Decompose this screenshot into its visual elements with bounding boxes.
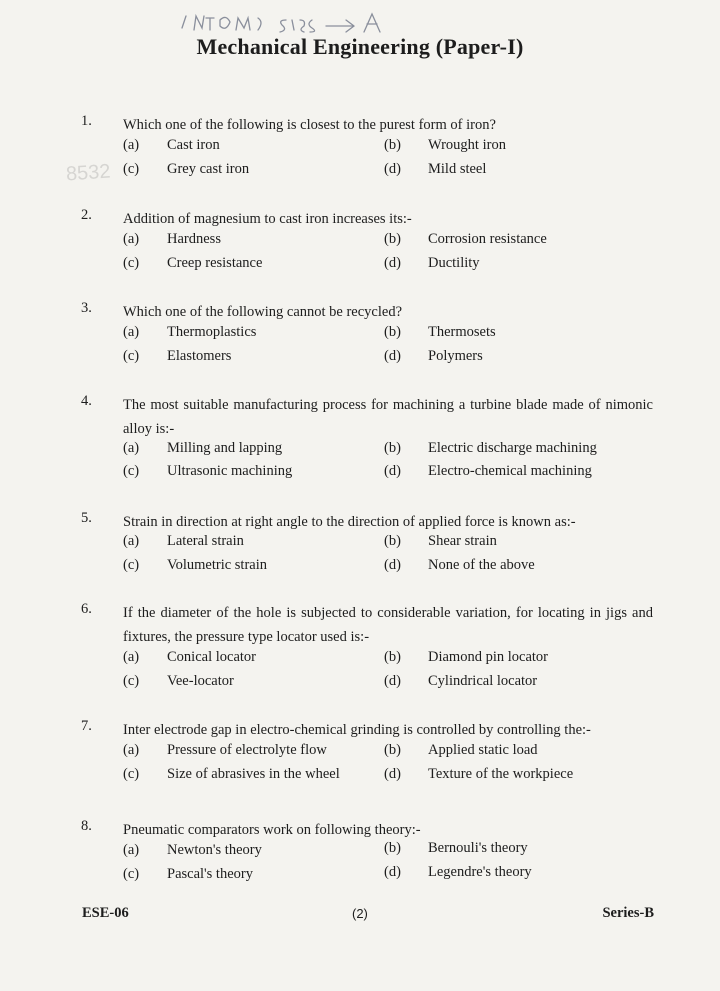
option-letter: (b) — [384, 649, 401, 665]
option-text: Elastomers — [167, 348, 232, 364]
option-text: Texture of the workpiece — [428, 766, 574, 782]
option-text: Ductility — [428, 255, 480, 271]
option-text: Legendre's theory — [428, 864, 532, 880]
option-letter: (a) — [123, 137, 140, 153]
option-letter: (c) — [123, 348, 140, 364]
option-letter: (b) — [384, 324, 401, 340]
option-text: Electro-chemical machining — [428, 463, 592, 479]
option-letter: (c) — [123, 766, 140, 782]
option-letter: (a) — [123, 649, 140, 665]
question-number: 2. — [81, 207, 92, 223]
option-letter: (a) — [123, 742, 140, 758]
option-text: Volumetric strain — [167, 557, 268, 573]
option-text: Diamond pin locator — [428, 649, 549, 665]
option-text: Hardness — [167, 231, 221, 247]
option-letter: (d) — [384, 766, 401, 782]
page-title: Mechanical Engineering (Paper-I) — [196, 34, 524, 59]
page-number: (2) — [352, 906, 368, 921]
option-letter: (b) — [384, 137, 401, 153]
question-text: The most suitable manufacturing process for machining a turbine blade made of nimonic alloy is:- — [123, 397, 653, 437]
option-text: Cylindrical locator — [428, 673, 538, 689]
option-text: Size of abrasives in the wheel — [167, 766, 340, 782]
question-number: 4. — [81, 393, 92, 409]
question-number: 8. — [81, 818, 92, 834]
question-text: Which one of the following is closest to the purest form of iron? — [123, 117, 496, 133]
option-letter: (d) — [384, 864, 401, 880]
option-letter: (b) — [384, 533, 401, 549]
option-text: Conical locator — [167, 649, 256, 665]
option-text: Shear strain — [428, 533, 497, 549]
option-letter: (b) — [384, 742, 401, 758]
option-text: Vee-locator — [167, 673, 234, 689]
option-text: Cast iron — [167, 137, 220, 153]
option-letter: (d) — [384, 463, 401, 479]
question-number: 6. — [81, 601, 92, 617]
option-letter: (b) — [384, 440, 401, 456]
option-letter: (a) — [123, 231, 140, 247]
question-text: Pneumatic comparators work on following theory:- — [123, 822, 421, 838]
option-letter: (d) — [384, 348, 401, 364]
background-stamp: 8532 — [65, 160, 112, 186]
option-text: Bernouli's theory — [428, 840, 528, 856]
option-letter: (a) — [123, 440, 140, 456]
option-text: Thermosets — [428, 324, 496, 340]
option-letter: (a) — [123, 842, 140, 858]
option-letter: (c) — [123, 866, 140, 882]
option-text: Creep resistance — [167, 255, 263, 271]
option-text: None of the above — [428, 557, 535, 573]
option-letter: (b) — [384, 231, 401, 247]
option-letter: (d) — [384, 161, 401, 177]
question-text: Inter electrode gap in electro-chemical grinding is controlled by controlling the:- — [123, 722, 591, 738]
option-letter: (c) — [123, 463, 140, 479]
option-text: Thermoplastics — [167, 324, 257, 340]
option-text: Polymers — [428, 348, 483, 364]
option-letter: (b) — [384, 840, 401, 856]
series-label: Series-B — [602, 905, 654, 921]
option-letter: (c) — [123, 673, 140, 689]
option-text: Newton's theory — [167, 842, 262, 858]
question-number: 5. — [81, 510, 92, 526]
option-text: Corrosion resistance — [428, 231, 547, 247]
question-number: 3. — [81, 300, 92, 316]
option-letter: (c) — [123, 255, 140, 271]
paper-code: ESE-06 — [82, 905, 129, 921]
question-text: If the diameter of the hole is subjected to considerable variation, for locating in jigs and fixtures, the pressure type locator used is:- — [123, 605, 653, 645]
option-text: Electric discharge machining — [428, 440, 597, 456]
option-letter: (d) — [384, 255, 401, 271]
option-letter: (a) — [123, 533, 140, 549]
option-letter: (a) — [123, 324, 140, 340]
question-number: 7. — [81, 718, 92, 734]
option-letter: (c) — [123, 557, 140, 573]
question-text: Addition of magnesium to cast iron increases its:- — [123, 211, 412, 227]
question-number: 1. — [81, 113, 92, 129]
option-text: Grey cast iron — [167, 161, 250, 177]
option-text: Ultrasonic machining — [167, 463, 293, 479]
option-letter: (d) — [384, 673, 401, 689]
option-text: Applied static load — [428, 742, 538, 758]
question-text: Strain in direction at right angle to the direction of applied force is known as:- — [123, 514, 576, 530]
question-text: Which one of the following cannot be recycled? — [123, 304, 403, 320]
option-letter: (c) — [123, 161, 140, 177]
option-text: Milling and lapping — [167, 440, 283, 456]
option-text: Mild steel — [428, 161, 487, 177]
option-letter: (d) — [384, 557, 401, 573]
option-text: Pascal's theory — [167, 866, 253, 882]
option-text: Pressure of electrolyte flow — [167, 742, 327, 758]
option-text: Lateral strain — [167, 533, 244, 549]
option-text: Wrought iron — [428, 137, 506, 153]
